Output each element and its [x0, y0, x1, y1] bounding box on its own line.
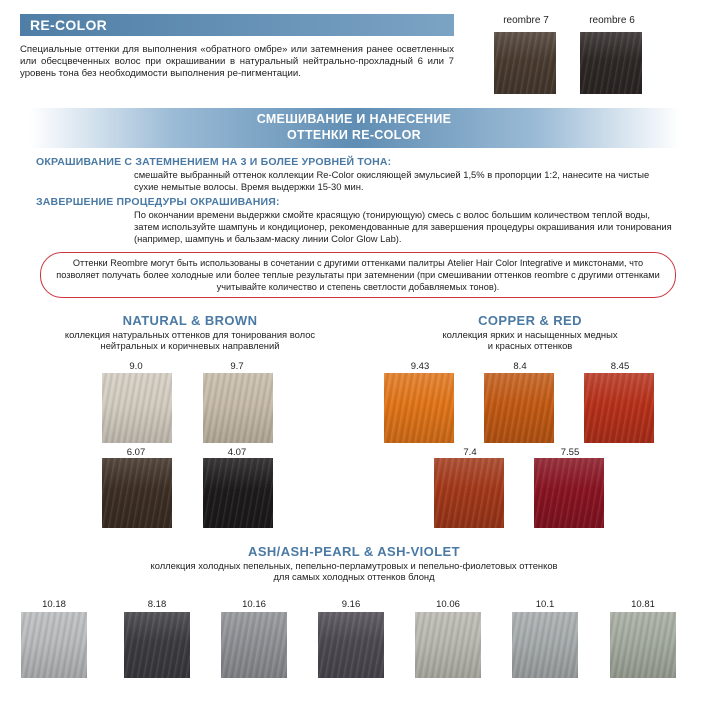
copper-desc-line2: и красных оттенков — [487, 340, 573, 351]
section-text-darkening: смешайте выбранный оттенок коллекции Re-Color окисляющей эмульсией 1,5% в пропорции 1:2, нанесите на чистые сухие немытые волосы. Время выдержки 15-30 мин. — [134, 169, 650, 192]
mixing-title-line1: СМЕШИВАНИЕ И НАНЕСЕНИЕ — [256, 112, 452, 126]
swatch-label: 10.18 — [42, 599, 66, 610]
swatch-reombre-7 — [494, 32, 556, 94]
swatch-ash-10-16 — [221, 612, 287, 678]
swatch-reombre-6 — [580, 32, 642, 94]
swatch-label: 7.55 — [560, 447, 580, 458]
swatch-copper-8-4 — [484, 373, 554, 443]
copper-title: COPPER & RED — [478, 313, 582, 328]
swatch-natural-9-0 — [102, 373, 172, 443]
swatch-natural-6-07 — [102, 458, 172, 528]
swatch-label: reombre 6 — [589, 15, 635, 26]
section-heading-finish: ЗАВЕРШЕНИЕ ПРОЦЕДУРЫ ОКРАШИВАНИЯ: — [36, 196, 280, 208]
swatch-label: reombre 7 — [503, 15, 549, 26]
ash-desc-line2: для самых холодных оттенков блонд — [273, 571, 435, 582]
ash-desc-line1: коллекция холодных пепельных, пепельно-перламутровых и пепельно-фиолетовых оттенков — [150, 560, 558, 571]
swatch-label: 6.07 — [126, 447, 146, 458]
swatch-ash-10-18 — [21, 612, 87, 678]
swatch-label: 9.16 — [341, 599, 361, 610]
swatch-label: 4.07 — [227, 447, 247, 458]
copper-desc-line1: коллекция ярких и насыщенных медных — [442, 329, 618, 340]
swatch-copper-7-4 — [434, 458, 504, 528]
section-text-finish: По окончании времени выдержки смойте красящую (тонирующую) смесь с волос большим количеством теплой воды, затем используйте шампунь и кондиционер, рекомендованные для завершения процедуры окрашивания или тонирования (например, шампунь и бальзам-маску линии Color Glow Lab). — [134, 209, 672, 244]
swatch-natural-9-7 — [203, 373, 273, 443]
swatch-copper-7-55 — [534, 458, 604, 528]
mixing-title-line2: ОТТЕНКИ RE-COLOR — [287, 128, 421, 142]
natural-desc-line1: коллекция натуральных оттенков для тонирования волос — [64, 329, 316, 340]
swatch-ash-10-81 — [610, 612, 676, 678]
swatch-copper-9-43 — [384, 373, 454, 443]
swatch-natural-4-07 — [203, 458, 273, 528]
swatch-ash-10-06 — [415, 612, 481, 678]
swatch-copper-8-45 — [584, 373, 654, 443]
swatch-label: 10.16 — [242, 599, 266, 610]
recolor-title-bar: RE-COLOR — [20, 14, 454, 36]
swatch-label: 9.7 — [230, 361, 244, 372]
swatch-ash-8-18 — [124, 612, 190, 678]
swatch-label: 8.4 — [513, 361, 527, 372]
swatch-label: 10.1 — [535, 599, 555, 610]
swatch-label: 7.4 — [463, 447, 477, 458]
swatch-label: 8.45 — [610, 361, 630, 372]
swatch-ash-9-16 — [318, 612, 384, 678]
section-heading-darkening: ОКРАШИВАНИЕ С ЗАТЕМНЕНИЕМ НА 3 И БОЛЕЕ УРОВНЕЙ ТОНА: — [36, 156, 392, 168]
note-text: Оттенки Reombre могут быть использованы в сочетании с другими оттенками палитры Atelier Hair Color Integrative и микстонами, что позволяет получать более холодные или более теплые результаты при затемнении (при смешивании оттенков reombre с другими оттенками учитывайте количество и степень светлости добавляемых тонов). — [56, 258, 660, 293]
recolor-description: Специальные оттенки для выполнения «обратного омбре» или затемнения ранее осветленных или обесцвеченных волос при окрашивании в натуральный нейтрально-прохладный 6 или 7 уровень тона без необходимости выполнения ре-пигментации. — [20, 44, 454, 80]
swatch-label: 9.0 — [129, 361, 143, 372]
swatch-ash-10-1 — [512, 612, 578, 678]
swatch-label: 10.81 — [631, 599, 655, 610]
swatch-label: 10.06 — [436, 599, 460, 610]
swatch-label: 9.43 — [410, 361, 430, 372]
natural-title: NATURAL & BROWN — [122, 313, 258, 328]
natural-desc-line2: нейтральных и коричневых направлений — [100, 340, 280, 351]
ash-title: ASH/ASH-PEARL & ASH-VIOLET — [248, 544, 460, 559]
swatch-label: 8.18 — [147, 599, 167, 610]
